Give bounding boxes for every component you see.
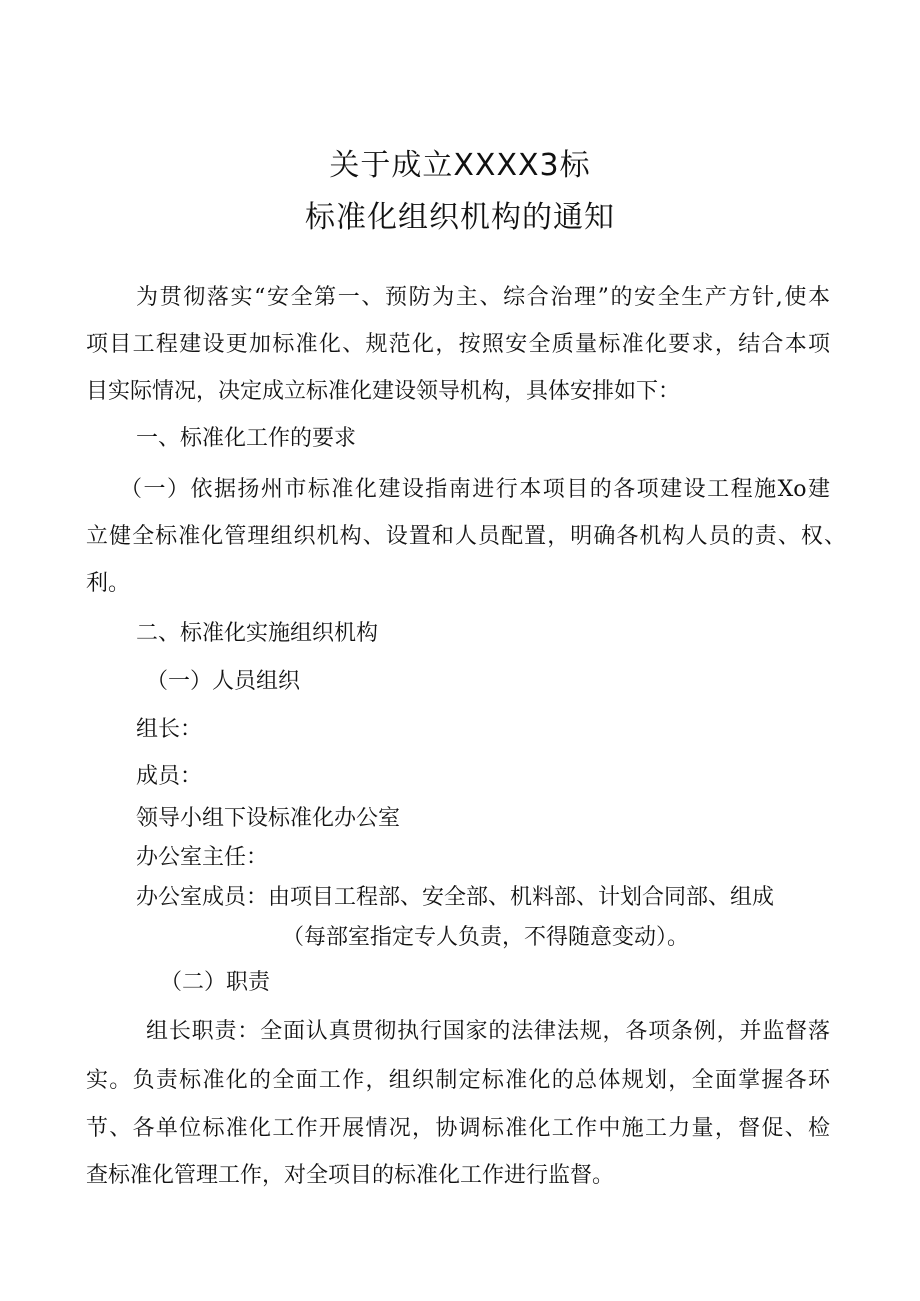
section-1-heading: 一、标准化工作的要求 bbox=[136, 426, 357, 451]
section-2-heading: 二、标准化实施组织机构 bbox=[136, 621, 379, 646]
members-label: 成员： bbox=[136, 764, 203, 789]
duty-line-4: 查标准化管理工作，对全项目的标准化工作进行监督。 bbox=[86, 1163, 615, 1188]
intro-line-2: 项目工程建设更加标准化、规范化，按照安全质量标准化要求，结合本项 bbox=[86, 332, 830, 357]
intro-line-1: 为贯彻落实“安全第一、预防为主、综合治理”的安全生产方针,使本 bbox=[136, 285, 830, 310]
section-2-sub-1-heading: （一）人员组织 bbox=[146, 669, 301, 694]
duty-line-3: 节、各单位标准化工作开展情况，协调标准化工作中施工力量，督促、检 bbox=[86, 1116, 830, 1141]
office-director-label: 办公室主任： bbox=[136, 845, 269, 870]
duty-line-2: 实。负责标准化的全面工作，组织制定标准化的总体规划，全面掌握各环 bbox=[86, 1068, 830, 1093]
intro-line-3: 目实际情况，决定成立标准化建设领导机构，具体安排如下： bbox=[86, 379, 681, 404]
section-1-item-1-line-2: 立健全标准化管理组织机构、设置和人员配置，明确各机构人员的责、权、 bbox=[86, 524, 846, 549]
section-2-sub-2-heading: （二）职责 bbox=[160, 970, 271, 995]
section-1-item-1-line-1: （一）依据扬州市标准化建设指南进行本项目的各项建设工程施Xo建 bbox=[120, 477, 830, 502]
office-members-line: 办公室成员：由项目工程部、安全部、机料部、计划合同部、组成 bbox=[136, 885, 775, 910]
document-title-line-1: 关于成立XXXX3标 bbox=[329, 148, 591, 183]
section-1-item-1-line-3: 利。 bbox=[86, 571, 131, 596]
leader-label: 组长： bbox=[136, 717, 203, 742]
office-setup-line: 领导小组下设标准化办公室 bbox=[136, 806, 401, 831]
document-title-line-2: 标准化组织机构的通知 bbox=[305, 200, 615, 235]
duty-line-1: 组长职责：全面认真贯彻执行国家的法律法规，各项条例，并监督落 bbox=[146, 1019, 830, 1044]
office-note-line: （每部室指定专人负责，不得随意变动）。 bbox=[282, 925, 690, 950]
